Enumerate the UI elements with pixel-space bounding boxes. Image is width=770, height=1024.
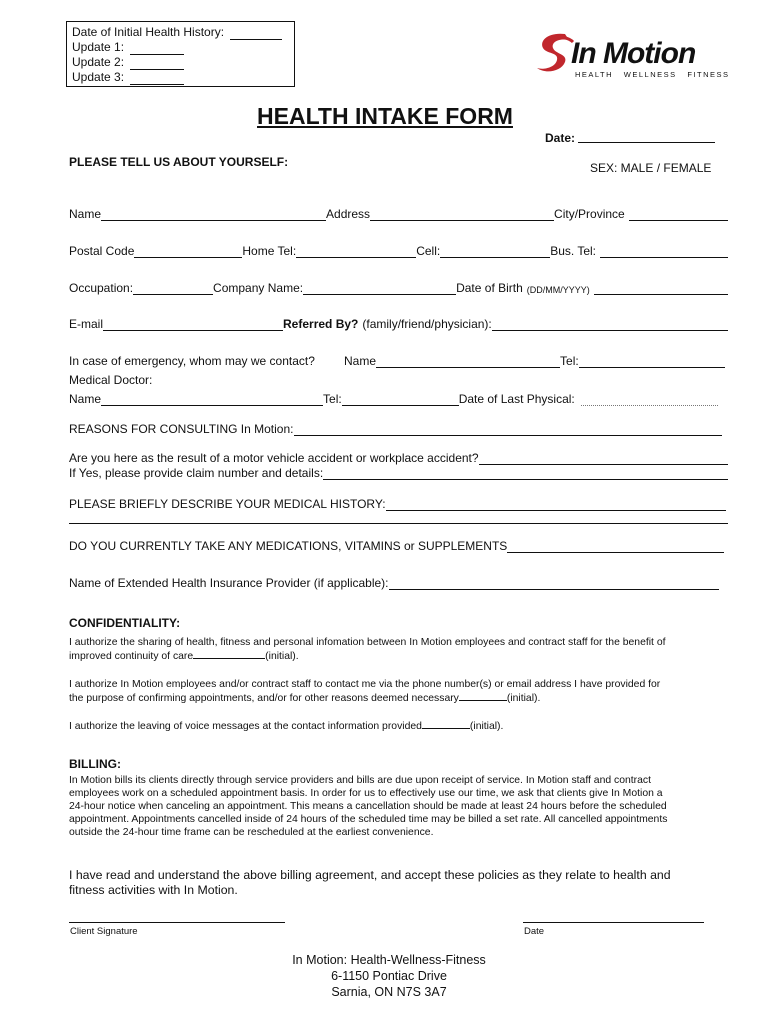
update2-field[interactable] (130, 58, 184, 70)
page-title: HEALTH INTAKE FORM (257, 103, 513, 129)
emergency-label: In case of emergency, whom may we contact? (69, 354, 315, 368)
emergency-name-label: Name (344, 354, 377, 368)
doctor-name-field[interactable] (101, 393, 323, 406)
reasons-label: REASONS FOR CONSULTING In Motion: (69, 422, 294, 436)
claim-label: If Yes, please provide claim number and details: (69, 466, 324, 480)
p3-line1 (69, 719, 729, 733)
occupation-field[interactable] (133, 282, 213, 295)
billing-line3: 24-hour notice when canceling an appointment. This means a cancellation should be made at least 24 hours before the scheduled (69, 801, 667, 812)
date-field[interactable] (578, 142, 715, 143)
dob-label: Date of Birth (456, 281, 523, 295)
insurance-field[interactable] (389, 577, 720, 590)
p1-continuity: improved continuity of care (69, 651, 194, 662)
initial-history-label: Date of Initial Health History: (72, 25, 225, 39)
footer-line2: 6-1150 Pontiac Drive (331, 969, 447, 983)
billing-heading: BILLING: (69, 757, 121, 771)
last-physical-field[interactable] (581, 397, 718, 406)
logo-tagline: HEALTH WELLNESS FITNESS (575, 70, 730, 79)
billing-line2: employees work on a scheduled appointment basis. In order for us to effectively use our time, we ask that clients give In Motion a (69, 788, 663, 799)
client-signature-label: Client Signature (70, 926, 138, 937)
billing-text (69, 774, 729, 839)
insurance-label: Name of Extended Health Insurance Provider (if applicable): (69, 576, 389, 590)
billing-line1: In Motion bills its clients directly through service providers and bills are due upon receipt of service. In Motion staff and contract (69, 775, 651, 786)
dob-format: (DD/MM/YYYY) (526, 285, 590, 295)
cell-label: Cell: (416, 244, 441, 258)
emergency-name-field[interactable] (376, 355, 560, 368)
company-field[interactable] (303, 282, 456, 295)
reasons-field[interactable] (294, 423, 723, 436)
signature-date-line[interactable] (523, 922, 704, 923)
accident-label: Are you here as the result of a motor vehicle accident or workplace accident? (69, 451, 479, 465)
p2-initial: (initial). (506, 693, 541, 704)
company-label: Company Name: (213, 281, 304, 295)
email-row (69, 315, 728, 331)
dob-field[interactable] (594, 282, 728, 295)
referred-label: Referred By? (283, 317, 359, 331)
update2-label: Update 2: (72, 55, 125, 69)
claim-row (69, 464, 728, 480)
p3-text: I authorize the leaving of voice messages at the contact information provided (69, 721, 422, 732)
p1-line2 (69, 649, 729, 663)
agreement-line2: fitness activities with In Motion. (69, 883, 238, 897)
p3-initial-field[interactable] (422, 719, 470, 729)
history-row (69, 495, 726, 511)
p2-line1: I authorize In Motion employees and/or contract staff to contact me via the phone number(s) or email address I have provided for (69, 679, 661, 690)
update1-label: Update 1: (72, 40, 125, 54)
footer-line3: Sarnia, ON N7S 3A7 (331, 985, 447, 999)
doctor-name-label: Name (69, 392, 102, 406)
home-tel-label: Home Tel: (242, 244, 297, 258)
city-field[interactable] (629, 208, 728, 221)
initial-history-field[interactable] (230, 28, 282, 40)
emergency-tel-label: Tel: (560, 354, 579, 368)
name-label: Name (69, 207, 102, 221)
occupation-row (69, 279, 728, 295)
date-label: Date: (545, 131, 576, 145)
logo-name: In Motion (571, 37, 696, 70)
emergency-tel-field[interactable] (579, 355, 725, 368)
bus-tel-field[interactable] (600, 245, 728, 258)
city-label: City/Province (554, 207, 625, 221)
accident-row (69, 449, 728, 465)
emergency-row (69, 352, 725, 368)
p1-initial-field[interactable] (193, 649, 265, 659)
history-label: PLEASE BRIEFLY DESCRIBE YOUR MEDICAL HISTORY: (69, 497, 386, 511)
referred-options: (family/friend/physician): (362, 317, 492, 331)
confidentiality-p3 (69, 719, 729, 733)
cell-field[interactable] (440, 245, 550, 258)
doctor-label: Medical Doctor: (69, 373, 153, 387)
update3-field[interactable] (130, 73, 184, 85)
signature-date-label: Date (524, 926, 545, 937)
address-label: Address (326, 207, 371, 221)
last-physical-label: Date of Last Physical: (458, 392, 575, 406)
agreement-line1: I have read and understand the above billing agreement, and accept these policies as they relate to health and (69, 868, 671, 882)
postal-label: Postal Code (69, 244, 135, 258)
p2-purpose: the purpose of confirming appointments, and/or for other reasons deemed necessary (69, 693, 459, 704)
occupation-label: Occupation: (69, 281, 134, 295)
address-field[interactable] (370, 208, 554, 221)
billing-line4: appointment. Appointments cancelled inside of 24 hours of the scheduled time may be billed a set rate. All cancelled appointments (69, 814, 668, 825)
postal-row (69, 242, 728, 258)
logo-swoosh-icon (535, 30, 575, 74)
update3-label: Update 3: (72, 70, 125, 84)
confidentiality-p2 (69, 678, 729, 705)
footer-address (0, 952, 770, 1000)
history-extra-line[interactable] (69, 523, 728, 524)
history-field[interactable] (386, 498, 726, 511)
p3-initial: (initial). (469, 721, 504, 732)
medications-field[interactable] (507, 540, 724, 553)
agreement (69, 868, 671, 898)
doctor-row (69, 390, 728, 406)
confidentiality-p1 (69, 636, 729, 663)
history-box (66, 21, 295, 87)
postal-field[interactable] (134, 245, 242, 258)
doctor-tel-label: Tel: (323, 392, 342, 406)
p1-initial: (initial). (265, 651, 299, 662)
sex-field[interactable]: SEX: MALE / FEMALE (590, 161, 712, 175)
home-tel-field[interactable] (296, 245, 416, 258)
confidentiality-heading: CONFIDENTIALITY: (69, 616, 181, 630)
email-label: E-mail (69, 317, 104, 331)
reasons-row (69, 420, 722, 436)
email-field[interactable] (103, 318, 283, 331)
name-row (69, 205, 728, 221)
client-signature-line[interactable] (69, 922, 285, 923)
footer-line1: In Motion: Health-Wellness-Fitness (292, 953, 486, 967)
p1-line1: I authorize the sharing of health, fitness and personal infomation between In Motion employees and contract staff for the benefit of (69, 637, 666, 648)
p2-initial-field[interactable] (459, 691, 507, 701)
p2-line2 (69, 691, 729, 705)
update1-field[interactable] (130, 43, 184, 55)
referred-field[interactable] (492, 318, 728, 331)
insurance-row (69, 574, 719, 590)
name-field[interactable] (101, 208, 326, 221)
medications-label: DO YOU CURRENTLY TAKE ANY MEDICATIONS, VITAMINS or SUPPLEMENTS (69, 539, 508, 553)
bus-tel-label: Bus. Tel: (550, 244, 597, 258)
claim-field[interactable] (323, 467, 728, 480)
in-motion-logo (535, 28, 730, 82)
doctor-tel-field[interactable] (342, 393, 459, 406)
billing-line5: outside the 24-hour time frame can be rescheduled at the earliest convenience. (69, 827, 434, 838)
medications-row (69, 537, 724, 553)
section-about: PLEASE TELL US ABOUT YOURSELF: (69, 155, 289, 169)
